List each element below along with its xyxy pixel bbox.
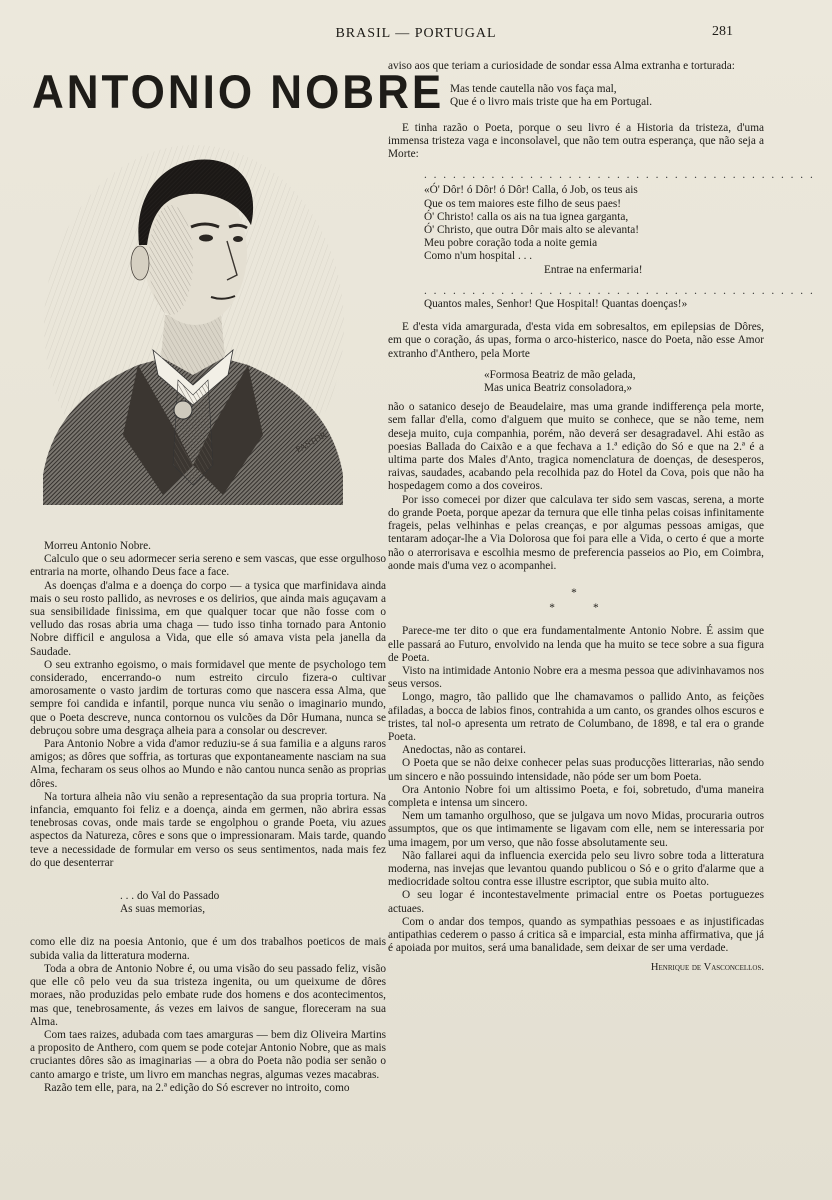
paragraph: Nem um tamanho orgulhoso, que se julgava um novo Midas, procuraria outros assumptos, que os que intimamente se ligavam com elle, nem se interessaria por uma imagem, por um verso, que não fosse absolutamente seu. [388,810,764,849]
article-title: ANTONIO NOBRE [32,66,445,119]
paragraph: Visto na intimidade Antonio Nobre era a mesma pessoa que adivinhavamos nos seus versos. [388,664,764,691]
quote-line: Que é o livro mais triste que ha em Portugal. [450,96,653,109]
paragraph: Ora Antonio Nobre foi um altissimo Poeta, e foi, sobretudo, d'uma maneira completa e intensa um sincero. [388,783,764,809]
paragraph: Por isso comecei por dizer que calculava ter sido sem vascas, serena, a morte do grande Poeta, porque apezar da ternura que elle tinha pelas coisas infinitamente frageis, pelas velhinhas e pelas creanças, e por algumas pessoas amigas, que tentaram adoçar-lhe a Via Dolorosa que foi para elle a Vida, o certo é que a morte não o aterrorisava e escolhia mesmo de preferencia passeios ao Pio, em Coimbra, aonde mais d'uma vez o acompanhei. [388,493,764,572]
paragraph: não o satanico desejo de Beaudelaire, mas uma grande indifferença pela morte, sem fallar d'ella, como d'alguem que muito se conhece, que se não teme, nem deseja muito, cuja companhia, porém, não deverá ser desagradavel. Ahi estão as poesias Ballada do Caixão e a que fechava a 1.ª edição do Só e que na 2.ª é a ultima parte dos Males d'Anto, tragica nomenclatura de doenças, de desesperos, raivas, saudades, acabando pela recolhida paz do Hotel da Cova, pois que não ha hospedagem como a dos coveiros. [388,401,764,493]
paragraph: Na tortura alheia não viu senão a representação da sua propria tortura. Na infancia, emquanto foi feliz e a doença, ainda em germen, não abrira essas tenebrosas covas, onde mais tarde se engolphou o grande Poeta, viu azues aspectos da Natureza, côres e sons que o impressionaram. Mais tarde, quando teve a necessidade de formular em verso os seus sentimentos, nada mais fez do que desenterrar [30,790,386,869]
quote-block [388,369,764,395]
paragraph: Morreu Antonio Nobre. [44,540,151,552]
paragraph: E tinha razão o Poeta, porque o seu livro é a Historia da tristeza, d'uma immensa tristeza vaga e inconsolavel, que não tem outra esperança, que não seja a Morte: [388,121,764,161]
paragraph: O seu logar é incontestavelmente primacial entre os Poetas portuguezes actuaes. [388,889,764,915]
paragraph: Para Antonio Nobre a vida d'amor reduziu-se á sua familia e a alguns raros amigos; as dôres que soffria, as torturas que expontaneamente nasciam na sua Alma, fecharam os seus olhos ao Mundo e não cantou nunca senão as proprias dôres. [30,738,386,790]
paragraph: Parece-me ter dito o que era fundamentalmente Antonio Nobre. É assim que elle passará ao Futuro, envolvido na lenda que ha muito se tece sobre a sua figura de Poeta. [388,625,764,664]
quote-line: As suas memorias, [120,903,206,916]
left-column [30,540,386,1095]
paragraph: O Poeta que se não deixe conhecer pelas suas producções litterarias, não sendo um sincero e não possuindo intensidade, não póde ser um bom Poeta. [388,757,764,783]
poem-line: Ó' Christo, que outra Dôr mais alto se alevanta! [424,224,640,237]
paragraph: Não fallarei aqui da influencia exercida pelo seu livro sobre toda a litteratura moderna, nas invejas que levantou quando publicou o Só e o grito d'alarme que a mediocridade soltou contra esse illustre escriptor, que subia muito alto. [388,849,764,889]
poem-end: Quantos males, Senhor! Que Hospital! Quantas doenças!» [424,298,688,311]
paragraph: aviso aos que teriam a curiosidade de sondar essa Alma extranha e torturada: [388,60,735,72]
paragraph: Longo, magro, tão pallido que lhe chamavamos o pallido Anto, as feições afiladas, a bocca de labios finos, contrahida a um canto, os grandes olhos escuros e tristes, tal nol-o apresenta um retrato de Columbano, de 1898, e tal era o grande Poeta. [388,691,764,743]
poem-line: Meu pobre coração toda a noite gemia [424,237,598,250]
portrait-signature: PASTOR [294,429,329,455]
poem-line: «Ó' Dôr! ó Dôr! ó Dôr! Calla, ó Job, os teus ais [424,184,638,197]
right-column [388,60,815,975]
quote-line: «Formosa Beatriz de mão gelada, [484,368,636,381]
author-signature: Henrique de Vasconcellos. [650,962,764,974]
ellipsis-divider: . . . . . . . . . . . . . . . . . . . . . . . . . . . . . . . . . . . . . . . . . [424,169,815,182]
running-head: BRASIL — PORTUGAL [335,26,497,41]
paragraph: O seu extranho egoismo, o mais formidavel que mente de psychologo tem considerado, encerrando-o num estreito circulo fizera-o cultivar amorosamente o vasto jardim de torturas como que nascera essa Alma, que sempre foi candida e infantil, porque nunca viu senão o imaginario mundo, que o Poeta descreve, nunca contornou os vulcões da Dôr Humana, nunca se debruçou sobre uma desgraça alheia para a consolar ou descrever. [30,658,386,737]
poem [388,184,764,276]
poem-line: Entrae na enfermaria! [544,263,643,276]
quote-line: . . . do Val do Passado [120,890,220,903]
page-number: 281 [712,24,733,39]
paragraph: como elle diz na poesia Antonio, que é um dos trabalhos poeticos de mais subida valia da litteratura moderna. [30,936,386,962]
paragraph: Calculo que o seu adormecer seria sereno e sem vascas, que esse orgulhoso entraria na morte, olhando Deus face a face. [30,553,386,579]
poem-line: Que os tem maiores este filho de seus paes! [424,197,622,210]
paragraph: Com taes raizes, adubada com taes amarguras — bem diz Oliveira Martins a proposito de Anthero, com quem se pode cotejar Antonio Nobre, que as mais cruciantes dôres são as imaginarias — a obra do Poeta não podia ser senão o canto amargo e triste, um livro em manchas negras, algumas vezes macabras. [30,1028,386,1081]
paragraph: Toda a obra de Antonio Nobre é, ou uma visão do seu passado feliz, visão que elle cô pelo veu da sua tristeza ingenita, ou um queixume de dôres moraes, não produzidas pelo embate rude dos homens e dos acontecimentos, mas que, tenebrosamente, ás vezes em laivos de sangue, floreceram na sua Alma. [30,962,386,1028]
paragraph: Razão tem elle, para, na 2.ª edição do Só escrever no introito, como [44,1081,350,1094]
quote-line: Mas unica Beatriz consoladora,» [484,382,633,395]
ellipsis-divider: . . . . . . . . . . . . . . . . . . . . . . . . . . . . . . . . . . . . . . . . . [424,284,815,297]
portrait-engraving [43,135,345,505]
section-stars: * [571,586,581,599]
paragraph: Anedoctas, não as contarei. [402,744,526,757]
section-stars: * * [549,602,603,615]
paragraph: Com o andar dos tempos, quando as sympathias pessoaes e as injustificadas antipathias cederem o passo á critica sã e imparcial, esta minha affirmativa, que já é apoiada por muitos, será uma banalidade, sem deixar de ser uma verdade. [388,915,764,955]
poem-line: Como n'um hospital . . . [424,250,533,263]
quote-block [30,890,386,916]
quote-line: Mas tende cautella não vos faça mal, [450,83,617,96]
paragraph: E d'esta vida amargurada, d'esta vida em sobresaltos, em epilepsias de Dôres, em que o coração, ás upas, forma o arco-histerico, nasce do Poeta, não esse Amor extranho d'Anthero, pela Morte [388,321,764,360]
quote-block [388,83,764,109]
poem-line: Ó' Christo! calla os ais na tua ignea garganta, [424,210,629,223]
paragraph: As doenças d'alma e a doença do corpo — a tysica que marfinidava ainda mais o seu rosto pallido, as nevroses e os delirios, que ainda mais aguçavam a sua sensibilidade finissima, em que qualquer tocar que não fosse com o velludo das rosas abria uma chaga — tudo isso tinha tornado para Antonio Nobre difficil e angulosa a Vida, que elle só amava vista pela janella da Saudade. [30,579,386,658]
